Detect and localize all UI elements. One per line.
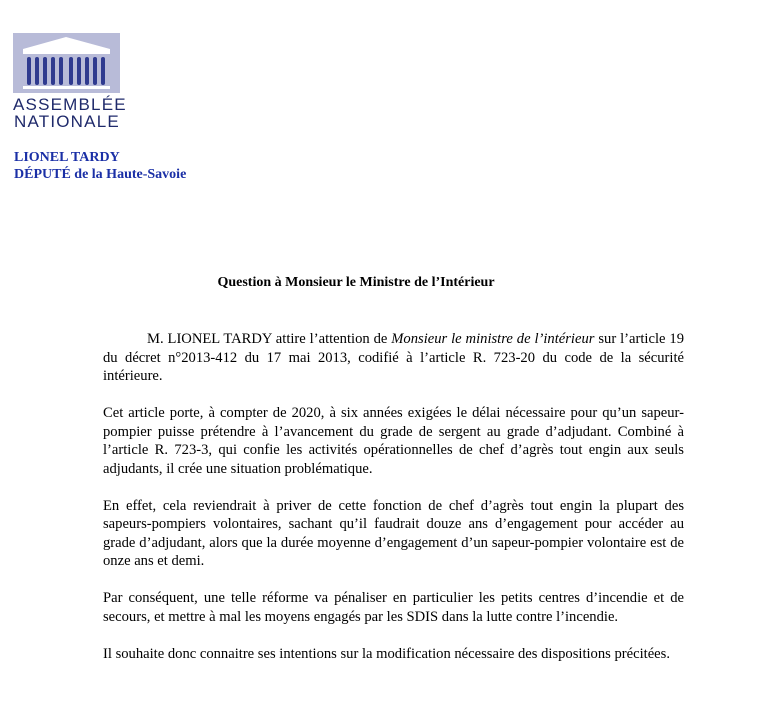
question-body (103, 330, 684, 682)
paragraph-3: En effet, cela reviendrait à priver de cette fonction de chef d’agrès tout engin la plupart des sapeurs-pompiers volontaires, sachant qu’il faudrait douze ans d’engagement pour accéder au grade d’adjudant, alors que la durée moyenne d’engagement d’un sapeur-pompier volontaire est de onze ans et demi. (103, 497, 684, 569)
deputy-name: LIONEL TARDY (14, 150, 120, 165)
paragraph-4: Par conséquent, une telle réforme va pénaliser en particulier les petits centres d’incendie et de secours, et mettre à mal les moyens engagés par les SDIS dans la lutte contre l’incendie. (103, 590, 684, 625)
parliament-building-graphic (13, 33, 120, 93)
paragraph-2: Cet article porte, à compter de 2020, à six années exigées le délai nécessaire pour qu’un sapeur-pompier puisse prétendre à l’avancement du grade de sergent au grade d’adjudant. Combiné à l’article R. 723-3, qui confie les activités opérationnelles de chef d’agrès tout engin aux seuls adjudants, il crée une situation problématique. (103, 405, 684, 477)
logo-line-1: ASSEMBLÉE (13, 95, 127, 114)
parliament-building-icon (13, 33, 120, 93)
logo-wordmark (13, 95, 127, 131)
logo-line-2: NATIONALE (14, 112, 120, 131)
paragraph-1-before: M. LIONEL TARDY attire l’attention de (147, 331, 392, 347)
paragraph-1-emphasis: Monsieur le ministre de l’intérieur (391, 331, 595, 347)
deputy-title-suffix: de la Haute-Savoie (70, 167, 187, 182)
assemblee-nationale-logo (13, 33, 127, 131)
paragraph-1-after: sur l’article 19 du décret n°2013-412 du 17 mai 2013, codifié à l’article R. 723-20 du code de la sécurité intérieure. (103, 331, 684, 384)
paragraph-5: Il souhaite donc connaitre ses intentions sur la modification nécessaire des dispositions précitées. (103, 645, 670, 662)
deputy-title-prefix: DÉPUTÉ (14, 167, 71, 182)
paragraph-1 (103, 330, 684, 386)
question-title: Question à Monsieur le Ministre de l’Intérieur (217, 275, 495, 290)
deputy-block (14, 149, 186, 183)
deputy-title (14, 166, 186, 183)
